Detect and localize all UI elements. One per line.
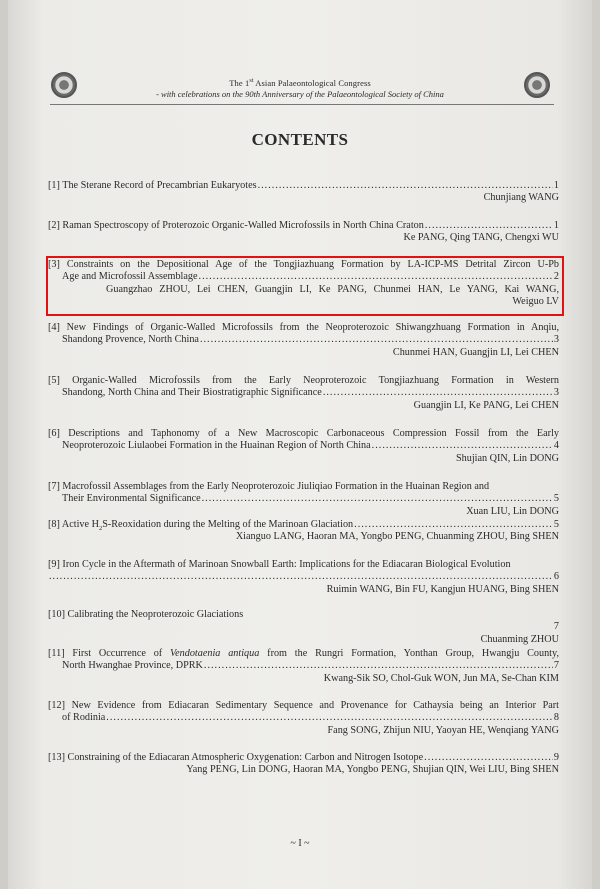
entry-title: [12] New Evidence from Ediacaran Sedimentary Sequence and Provenance for Cathaysia being an Interior Part [48, 700, 559, 711]
entry-title-cont: Their Environmental Significance [62, 493, 201, 505]
toc-entry-10 [48, 609, 559, 646]
society-logo-icon [524, 72, 550, 98]
entry-page: 1 [553, 180, 559, 191]
entry-title: [13] Constraining of the Ediacaran Atmospheric Oxygenation: Carbon and Nitrogen Isotope [48, 752, 424, 763]
entry-title-cont: of Rodinia [62, 712, 106, 724]
entry-title-cont: Shandong, North China and Their Biostratigraphic Significance [62, 387, 322, 399]
header-congress-title: The 1st Asian Palaeontological Congress [229, 78, 371, 88]
entry-authors: Chunmei HAN, Guangjin LI, Lei CHEN [392, 346, 559, 358]
entry-title: [10] Calibrating the Neoproterozoic Glaciations [48, 609, 244, 620]
toc-entry-12 [48, 700, 559, 737]
entry-title: [4] New Findings of Organic-Walled Microfossils from the Neoproterozoic Shiwangzhuang Formation in Anqiu, [48, 322, 559, 333]
entry-authors: Guangzhao ZHOU, Lei CHEN, Guangjin LI, Ke PANG, Chunmei HAN, Le YANG, Kai WANG, [106, 283, 559, 295]
entry-authors: Yang PENG, Lin DONG, Haoran MA, Yongbo PENG, Shujian QIN, Wei LIU, Bing SHEN [186, 764, 559, 776]
toc-entry-5 [48, 375, 559, 412]
entry-title-cont: North Hwanghae Province, DPRK [62, 660, 203, 672]
entry-authors: Guangjin LI, Ke PANG, Lei CHEN [413, 399, 559, 411]
entry-title: [7] Macrofossil Assemblages from the Early Neoproterozoic Jiuliqiao Formation in the Huainan Region and [48, 481, 490, 492]
entry-title: [8] Active $H_2S$-Reoxidation during the Melting of the Marinoan Glaciation [48, 519, 354, 533]
toc-entry-2 [48, 220, 559, 245]
toc-entry-8 [48, 519, 559, 544]
entry-authors: Ruimin WANG, Bin FU, Kangjun HUANG, Bing SHEN [326, 583, 559, 595]
toc-entry-11 [48, 648, 559, 685]
entry-page: 3 [553, 334, 559, 346]
entry-title-cont: Neoproterozoic Liulaobei Formation in the Huainan Region of North China [62, 440, 371, 452]
entry-authors: Xuan LIU, Lin DONG [466, 505, 559, 517]
entry-authors-cont: Weiguo LV [512, 296, 559, 308]
page-title: CONTENTS [251, 130, 349, 149]
entry-title: [5] Organic-Walled Microfossils from the Early Neoproterozoic Tongjiazhuang Formation in Western [48, 375, 559, 386]
entry-title-cont: Age and Microfossil Assemblage [62, 271, 198, 283]
entry-authors: Fang SONG, Zhijun NIU, Yaoyan HE, Wenqiang YANG [327, 724, 559, 736]
entry-page: 7 [553, 660, 559, 672]
entry-authors: Chunjiang WANG [483, 192, 559, 204]
entry-title: [9] Iron Cycle in the Aftermath of Marinoan Snowball Earth: Implications for the Ediacaran Biological Evolution [48, 559, 511, 570]
toc-entry-9 [48, 559, 559, 596]
entry-authors: Shujian QIN, Lin DONG [456, 452, 559, 464]
entry-page: 1 [553, 220, 559, 231]
toc-entry-7 [48, 481, 559, 518]
highlight-box [46, 256, 564, 316]
entry-authors: Kwang-Sik SO, Chol-Guk WON, Jun MA, Se-Chan KIM [323, 672, 559, 684]
header-rule [50, 104, 554, 105]
entry-page: 4 [553, 440, 559, 452]
entry-title: [1] The Sterane Record of Precambrian Eukaryotes [48, 180, 257, 191]
entry-title: [6] Descriptions and Taphonomy of a New Macroscopic Carbonaceous Compression Fossil from the Early [48, 428, 559, 439]
entry-page: 5 [553, 519, 559, 530]
entry-page: 3 [553, 387, 559, 399]
entry-page: 6 [553, 571, 559, 583]
toc-entry-13 [48, 752, 559, 777]
toc-entry-4 [48, 322, 559, 359]
entry-title: [11] First Occurrence of Vendotaenia antiqua from the Rungri Formation, Yonthan Group, Hwangju County, [48, 648, 559, 659]
entry-page: 5 [553, 493, 559, 505]
entry-title: [2] Raman Spectroscopy of Proterozoic Organic-Walled Microfossils in North China Craton [48, 220, 424, 231]
entry-title-cont: Shandong Provence, North China [62, 334, 199, 346]
entry-page: 2 [553, 271, 559, 283]
page-header [8, 68, 592, 108]
entry-authors: Chuanming ZHOU [480, 633, 559, 645]
entry-title: [3] Constraints on the Depositional Age of the Tongjiazhuang Formation by LA-ICP-MS Detrital Zircon U-Pb [48, 259, 559, 270]
entry-page: 8 [553, 712, 559, 724]
entry-authors: Xianguo LANG, Haoran MA, Yongbo PENG, Chuanming ZHOU, Bing SHEN [235, 531, 559, 543]
entry-page: 9 [553, 752, 559, 763]
document-page [8, 0, 592, 889]
entry-page: 7 [553, 621, 559, 633]
toc-entry-6 [48, 428, 559, 465]
toc-entry-1 [48, 180, 559, 205]
header-subtitle: - with celebrations on the 90th Anniversary of the Palaeontological Society of China [156, 89, 444, 99]
page-number: ~ I ~ [290, 838, 310, 849]
entry-authors: Ke PANG, Qing TANG, Chengxi WU [403, 232, 559, 244]
